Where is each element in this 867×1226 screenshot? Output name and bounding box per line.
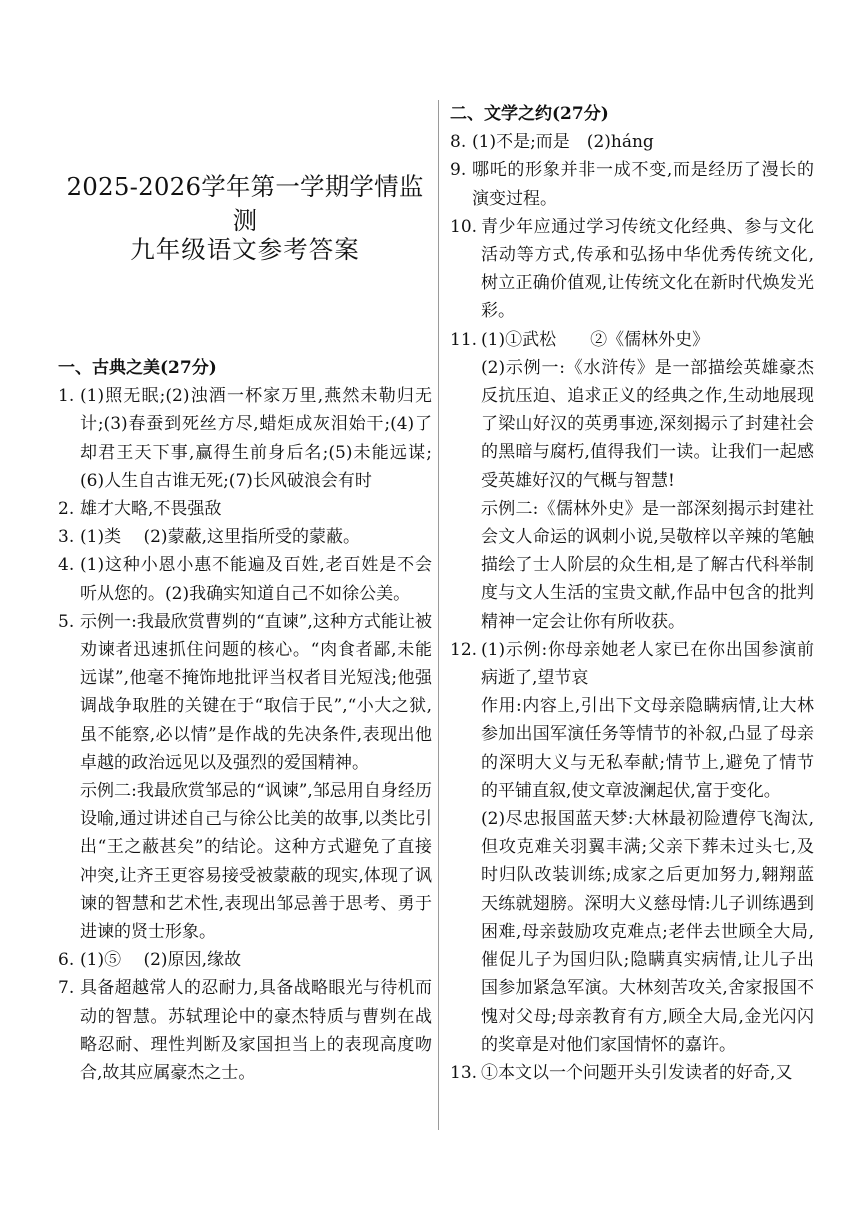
answer-item-11-part-2-example-2: 示例二:《儒林外史》是一部深刻揭示封建社会文人命运的讽刺小说,吴敬梓以辛辣的笔触描绘了士人阶层的众生相,是了解古代科举制度与文人生活的宝贵文献,作品中包含的批判精神一定会让你有所收获。 [481,498,814,632]
item-number: 4. [58,555,75,576]
answer-item-2 [58,495,432,523]
answer-item-7 [58,974,432,1087]
item-text: (1)⑤ (2)原因,缘故 [80,950,241,971]
answer-item-1 [58,382,432,495]
item-number: 7. [58,978,75,999]
section-heading-literature: 二、文学之约(27分) [450,104,609,124]
item-number: 6. [58,950,75,971]
item-text: (1)类 (2)蒙蔽,这里指所受的蒙蔽。 [80,527,360,548]
document-title: 2025-2026学年第一学期学情监测 [66,172,424,235]
answer-item-8 [450,128,814,156]
item-number: 1. [58,386,75,407]
answer-item-12-part-2: (2)尽忠报国蓝天梦:大林最初险遭停飞淘汰,但攻克难关羽翼丰满;父亲下葬未过头七,及时归队改装训练;成家之后更加努力,翱翔蓝天练就翅膀。深明大义慈母情:儿子训练遇到困难,母亲鼓励攻克难点;老伴去世顾全大局,催促儿子为国归队;隐瞒真实病情,让儿子出国参加紧急军演。大林刻苦攻关,舍家报国不愧对父母;母亲教育有方,顾全大局,金光闪闪的奖章是对他们家国情怀的嘉许。 [481,809,814,1055]
answer-item-10 [450,213,814,326]
item-text: 具备超越常人的忍耐力,具备战略眼光与待机而动的智慧。苏轼理论中的豪杰特质与曹刿在战略忍耐、理性判断及家国担当上的表现高度吻合,故其应属豪杰之士。 [80,978,432,1084]
answer-item-3 [58,523,432,551]
answer-item-4 [58,551,432,607]
item-number: 5. [58,611,75,632]
answer-item-6 [58,946,432,974]
item-text: 示例一:我最欣赏曹刿的“直谏”,这种方式能让被劝谏者迅速抓住问题的核心。“肉食者鄙,未能远谋”,他毫不掩饰地批评当权者目光短浅;他强调战争取胜的关键在于“取信于民”,“小大之狱,虽不能察,必以情”是作战的先决条件,表现出他卓越的政治远见以及强烈的爱国精神。 [80,611,432,773]
item-number: 12. [450,639,478,660]
column-divider [438,100,439,1130]
item-number: 8. [450,132,467,153]
item-text: (1)示例:你母亲她老人家已在你出国参演前病逝了,望节哀 [481,639,814,689]
item-text: (1)照无眠;(2)浊酒一杯家万里,燕然未勒归无计;(3)春蚕到死丝方尽,蜡炬成灰泪始干;(4)了却君王天下事,赢得生前身后名;(5)未能远谋;(6)人生自古谁无死;(7)长风破浪会有时 [80,386,432,491]
answer-item-13 [450,1059,814,1087]
item-number: 9. [450,160,467,181]
item-number: 13. [450,1062,478,1083]
document-subtitle: 九年级语文参考答案 [130,235,360,264]
answer-item-5-example-2: 示例二:我最欣赏邹忌的“讽谏”,邹忌用自身经历设喻,通过讲述自己与徐公比美的故事,以类比引出“王之蔽甚矣”的结论。这种方式避免了直接冲突,让齐王更容易接受被蒙蔽的现实,体现了讽谏的智慧和艺术性,表现出邹忌善于思考、勇于进谏的贤士形象。 [80,781,432,943]
item-text: (1)不是;而是 (2)háng [472,132,654,153]
section-heading-classical: 一、古典之美(27分) [58,358,217,378]
answer-item-11 [450,326,814,354]
right-column [450,100,814,1087]
item-number: 11. [450,329,478,350]
left-column [58,354,432,1087]
answer-item-12 [450,636,814,692]
item-text: 哪吒的形象并非一成不变,而是经历了漫长的演变过程。 [472,160,814,209]
answer-item-5 [58,608,432,777]
item-text: (1)①武松 ②《儒林外史》 [481,329,710,350]
item-number: 10. [450,216,478,237]
item-number: 3. [58,527,75,548]
answer-item-12-effect: 作用:内容上,引出下文母亲隐瞒病情,让大林参加出国军演任务等情节的补叙,凸显了母亲的深明大义与无私奉献;情节上,避免了情节的平铺直叙,使文章波澜起伏,富于变化。 [481,696,814,801]
answer-item-9 [450,156,814,212]
item-text: ①本文以一个问题开头引发读者的好奇,又 [481,1062,793,1083]
answer-item-11-part-2-example-1: (2)示例一:《水浒传》是一部描绘英雄豪杰反抗压迫、追求正义的经典之作,生动地展现了梁山好汉的英勇事迹,深刻揭示了封建社会的黑暗与腐朽,值得我们一读。让我们一起感受英雄好汉的气概与智慧! [481,357,814,491]
item-text: (1)这种小恩小惠不能遍及百姓,老百姓是不会听从您的。(2)我确实知道自己不如徐公美。 [80,555,432,604]
item-text: 雄才大略,不畏强敌 [80,499,222,520]
item-number: 2. [58,499,75,520]
item-text: 青少年应通过学习传统文化经典、参与文化活动等方式,传承和弘扬中华优秀传统文化,树立正确价值观,让传统文化在新时代焕发光彩。 [481,216,814,322]
